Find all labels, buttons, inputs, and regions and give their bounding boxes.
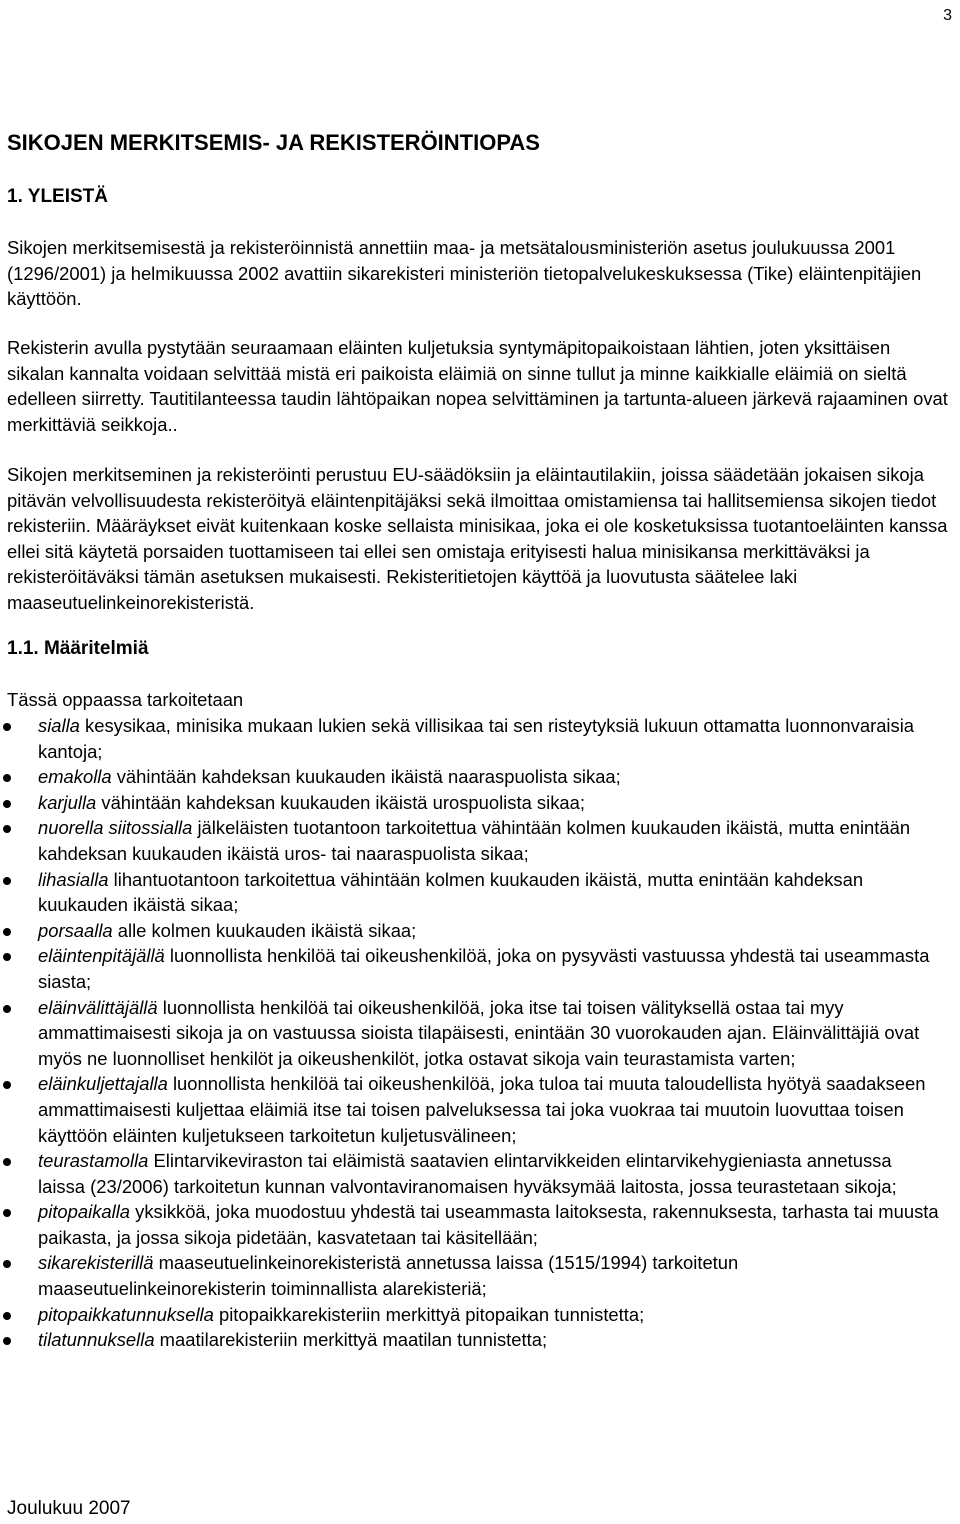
definition-term: porsaalla [38,919,113,941]
definition-item [0,995,940,1072]
definition-text: jälkeläisten tuotantoon tarkoitettua vähintään kolmen kuukauden ikäistä, mutta enintään kahdeksan kuukauden ikäistä uros- tai naaraspuolista sikaa; [38,817,911,864]
definition-item [0,815,940,866]
definition-item [0,1148,940,1199]
definition-item [0,713,940,764]
definition-text: pitopaikkarekisteriin merkittyä pitopaikan tunnistetta; [213,1303,645,1325]
definition-item [0,943,940,994]
definition-text: maatilarekisteriin merkittyä maatilan tunnistetta; [154,1329,548,1351]
definition-term: pitopaikkatunnuksella [38,1303,214,1325]
definition-text: vähintään kahdeksan kuukauden ikäistä naaraspuolista sikaa; [111,766,621,788]
definition-item [0,1250,940,1301]
section-heading-maaritelmia: 1.1. Määritelmiä [7,638,149,659]
definition-term: lihasialla [38,868,109,890]
definition-term: tilatunnuksella [38,1329,155,1351]
definitions-intro: Tässä oppaassa tarkoitetaan [7,689,244,710]
page-footer-date: Joulukuu 2007 [7,1498,131,1519]
definition-text: alle kolmen kuukauden ikäistä sikaa; [112,919,417,941]
definition-item [0,918,940,944]
definition-term: eläinvälittäjällä [38,996,158,1018]
definition-term: karjulla [38,791,97,813]
definition-term: eläintenpitäjällä [38,945,165,967]
definition-text: luonnollista henkilöä tai oikeushenkilöä, joka on pysyvästi vastuussa yhdestä tai useammasta siasta; [38,945,930,992]
paragraph-intro: Sikojen merkitsemisestä ja rekisteröinnistä annettiin maa- ja metsätalousministeriön asetus joulukuussa 2001 (1296/2001) ja helmikuussa 2002 avattiin sikarekisteri ministeriön tietopalvelukeskuksessa (Tike) eläintenpitäjien käyttöön. [7,237,922,310]
definition-item [0,764,940,790]
definition-text: yksikköä, joka muodostuu yhdestä tai useammasta laitoksesta, rakennuksesta, tarhasta tai muusta paikasta, ja jossa sikoja pidetään, kasvatetaan tai käsitellään; [38,1201,939,1248]
definitions-list [0,713,940,1353]
paragraph-legal-basis: Sikojen merkitseminen ja rekisteröinti perustuu EU-säädöksiin ja eläintautilakiin, joissa säädetään jokaisen sikoja pitävän velvollisuudesta rekisteröityä eläintenpitäjäksi sekä ilmoittaa omistamiensa tai hallitsemiensa sikojen tiedot rekisteriin. Määräykset eivät kuitenkaan koske sellaista minisikaa, joka ei ole kosketuksissa tuotantoeläinten kanssa ellei sitä käytetä porsaiden tuottamiseen tai ellei sen omistaja erityisesti halua minisikansa merkittäväksi ja rekisteröitäväksi tämän asetuksen mukaisesti. Rekisteritietojen käyttöä ja luovutusta säätelee laki maaseutuelinkeinorekisteristä. [7,464,948,613]
definition-text: luonnollista henkilöä tai oikeushenkilöä, joka itse tai toisen välityksellä ostaa tai myy ammattimaisesti sikoja ja on vastuussa sioista tilapäisesti, enintään 30 vuorokauden ajan. Eläinvälittäjiä ovat myös ne luonnolliset henkilöt ja oikeushenkilöt, jotka ostavat sikoja vain teurastamista varten; [38,996,920,1069]
definition-text: lihantuotantoon tarkoitettua vähintään kolmen kuukauden ikäistä, mutta enintään kahdeksan kuukauden ikäistä sikaa; [38,868,864,916]
definition-text: maaseutuelinkeinorekisteristä annetussa laissa (1515/1994) tarkoitetun maaseutuelinkeinorekisterin toiminnallista alarekisteriä; [38,1252,739,1300]
page-number: 3 [943,7,952,24]
definition-term: sialla [38,715,80,736]
definition-item [0,1327,940,1353]
definition-text: vähintään kahdeksan kuukauden ikäistä urospuolista sikaa; [96,791,585,813]
definition-item [0,1302,940,1328]
definition-term: teurastamolla [38,1150,149,1172]
section-heading-yleista: 1. YLEISTÄ [7,186,109,207]
definition-item [0,867,940,918]
definition-text: luonnollista henkilöä tai oikeushenkilöä, joka tuloa tai muuta taloudellista hyötyä saadakseen ammattimaisesti kuljettaa eläimiä itse tai toisen palveluksessa tai joka vuokraa tai muutoin luovuttaa toisen käyttöön eläinten kuljetukseen tarkoitetun kuljetusvälineen; [38,1073,926,1146]
paragraph-register-tracking: Rekisterin avulla pystytään seuraamaan eläinten kuljetuksia syntymäpitopaikoistaan lähtien, joten yksittäisen sikalan kannalta voidaan selvittää mistä eri paikoista eläimiä on sinne tullut ja minne kaikkialle eläimiä on sieltä edelleen siirretty. Tautitilanteessa taudin lähtöpaikan nopea selvittäminen ja tartunta-alueen järkevä rajaaminen ovat merkittäviä seikkoja.. [7,337,948,435]
definition-term: eläinkuljettajalla [38,1073,168,1095]
definition-text: kesysikaa, minisika mukaan lukien sekä villisikaa tai sen risteytyksiä lukuun ottamatta luonnonvaraisia kantoja; [38,715,915,762]
document-title: SIKOJEN MERKITSEMIS- JA REKISTERÖINTIOPAS [7,130,540,155]
definition-item [0,1071,940,1148]
definition-item [0,790,940,816]
definition-term: sikarekisterillä [38,1252,154,1274]
definition-item [0,1199,940,1250]
definition-term: emakolla [38,766,112,788]
definition-term: nuorella siitossialla [38,817,193,839]
definition-text: Elintarvikeviraston tai eläimistä saatavien elintarvikkeiden elintarvikehygieniasta annetussa laissa (23/2006) tarkoitetun kunnan valvontaviranomaisen hyväksymää laitosta, jossa teurastetaan sikoja; [38,1150,897,1197]
definition-term: pitopaikalla [38,1201,131,1223]
